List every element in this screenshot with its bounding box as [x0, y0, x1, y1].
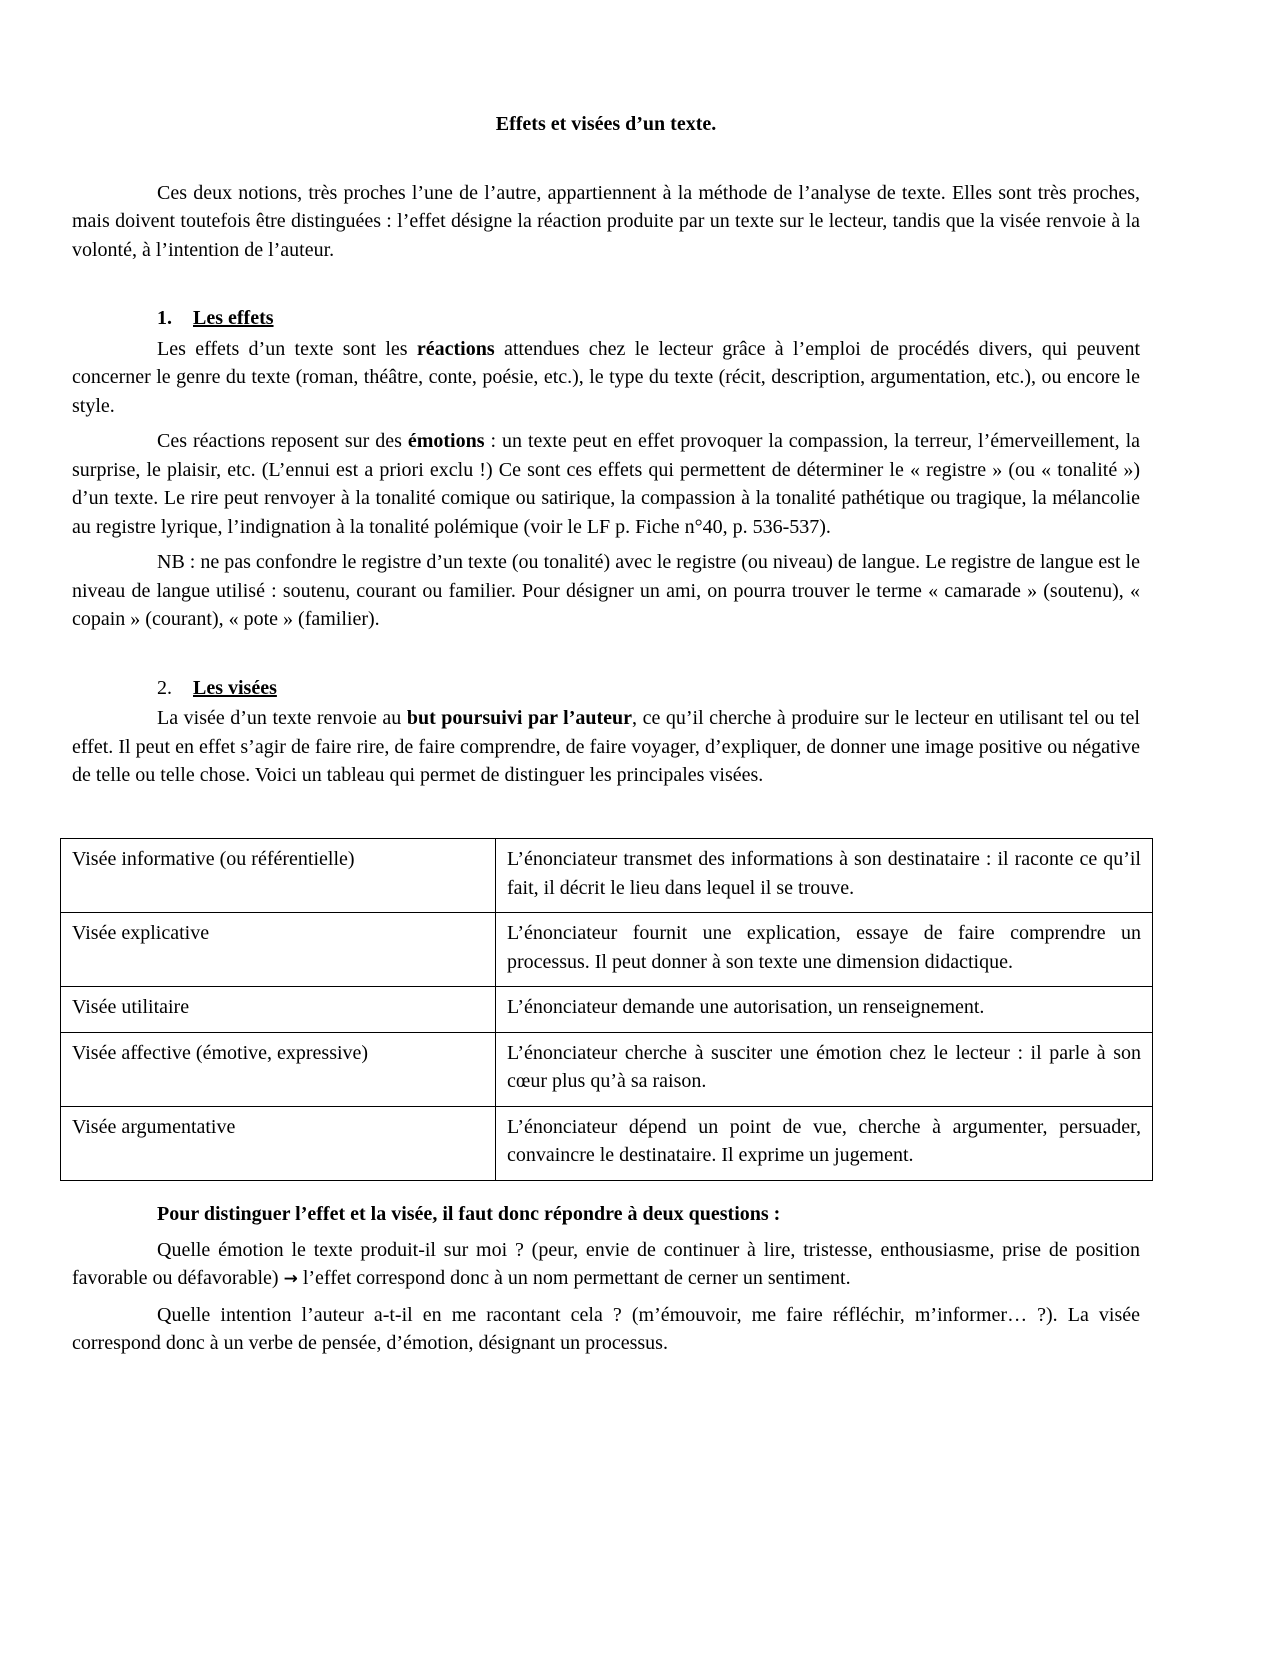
visee-cell: Visée argumentative	[61, 1106, 496, 1180]
visee-cell: Visée utilitaire	[61, 987, 496, 1033]
text: La visée d’un texte renvoie au	[157, 707, 407, 729]
paragraph	[72, 1236, 1140, 1294]
intro-paragraph: Ces deux notions, très proches l’une de l’autre, appartiennent à la méthode de l’analyse de texte. Elles sont très proches, mais doivent toutefois être distinguées : l’effet désigne la réaction produite par un texte sur le lecteur, tandis que la visée renvoie à la volonté, à l’intention de l’auteur.	[72, 181, 1140, 261]
text: attendues chez le lecteur grâce à l’emploi de procédés divers, qui peuvent concerner le genre du texte (roman, théâtre, conte, poésie, etc.), le type du texte (récit, description, argumentation, etc.), ou encore le style.	[72, 337, 1141, 417]
description-cell: L’énonciateur fournit une explication, essaye de faire comprendre un processus. Il peut donner à son texte une dimension didactique.	[496, 913, 1153, 987]
text: Quelle émotion le texte produit-il sur moi ? (peur, envie de continuer à lire, tristesse, enthousiasme, prise de position favorable ou défavorable)	[72, 1238, 1140, 1289]
description-cell: L’énonciateur cherche à susciter une émotion chez le lecteur : il parle à son cœur plus qu’à sa raison.	[496, 1032, 1153, 1106]
description-cell: L’énonciateur demande une autorisation, un renseignement.	[496, 987, 1153, 1033]
section-heading-effets	[157, 304, 1140, 333]
paragraph	[72, 427, 1140, 541]
document-body	[72, 110, 1140, 797]
table-row	[61, 913, 1153, 987]
text: Les effets d’un texte sont les	[157, 337, 417, 360]
bold-text: Pour distinguer l’effet et la visée, il faut donc répondre à deux questions :	[157, 1203, 781, 1225]
table-row	[61, 839, 1153, 913]
description-cell: L’énonciateur dépend un point de vue, cherche à argumenter, persuader, convaincre le destinataire. Il exprime un jugement.	[496, 1106, 1153, 1180]
section-title: Les effets	[193, 307, 274, 329]
section-heading-visees	[157, 674, 1140, 703]
paragraph	[72, 335, 1140, 421]
visee-cell: Visée explicative	[61, 913, 496, 987]
visee-cell: Visée affective (émotive, expressive)	[61, 1032, 496, 1106]
section-title: Les visées	[193, 676, 277, 699]
arrow-right-icon: →	[283, 1269, 298, 1289]
table-row	[61, 1032, 1153, 1106]
bold-text: réactions	[416, 337, 495, 360]
section-number: 2.	[157, 676, 172, 699]
paragraph: NB : ne pas confondre le registre d’un texte (ou tonalité) avec le registre (ou niveau) de langue. Le registre de langue est le niveau de langue utilisé : soutenu, courant ou familier. Pour désigner un ami, on pourra trouver le terme « camarade » (soutenu), « copain » (courant), « pote » (familier).	[72, 551, 1140, 630]
table-row	[61, 987, 1153, 1033]
table-row	[61, 1106, 1153, 1180]
bold-text: but poursuivi par l’auteur	[406, 707, 633, 729]
text: l’effet correspond donc à un nom permettant de cerner un sentiment.	[297, 1267, 851, 1289]
section-number: 1.	[157, 307, 172, 329]
paragraph	[72, 704, 1140, 790]
conclusion	[72, 1200, 1140, 1365]
paragraph: Quelle intention l’auteur a-t-il en me racontant cela ? (m’émouvoir, me faire réfléchir, m’informer… ?). La visée correspond donc à un verbe de pensée, d’émotion, désignant un processus.	[72, 1303, 1140, 1354]
bold-text: émotions	[407, 430, 485, 452]
text: : un texte peut en effet provoquer la compassion, la terreur, l’émerveillement, la surprise, le plaisir, etc. (L’ennui est a priori exclu !) Ce sont ces effets qui permettent de déterminer le « registre » (ou « tonalité ») d’un texte. Le rire peut renvoyer à la tonalité comique ou satirique, la compassion à la tonalité pathétique ou tragique, la mélancolie au registre lyrique, l’indignation à la tonalité polémique (voir le LF p. Fiche n°40, p. 536-537).	[72, 430, 1141, 538]
visee-cell: Visée informative (ou référentielle)	[61, 839, 496, 913]
conclusion-heading	[72, 1200, 1140, 1229]
visees-table	[60, 838, 1153, 1181]
document-title: Effets et visées d’un texte.	[495, 113, 717, 135]
text: , ce qu’il cherche à produire sur le lecteur en utilisant tel ou tel effet. Il peut en effet s’agir de faire rire, de faire comprendre, de faire voyager, d’expliquer, de donner une image positive ou négative de telle ou telle chose. Voici un tableau qui permet de distinguer les principales visées.	[72, 707, 1140, 786]
text: Ces réactions reposent sur des	[157, 430, 408, 452]
description-cell: L’énonciateur transmet des informations à son destinataire : il raconte ce qu’il fait, il décrit le lieu dans lequel il se trouve.	[496, 839, 1153, 913]
